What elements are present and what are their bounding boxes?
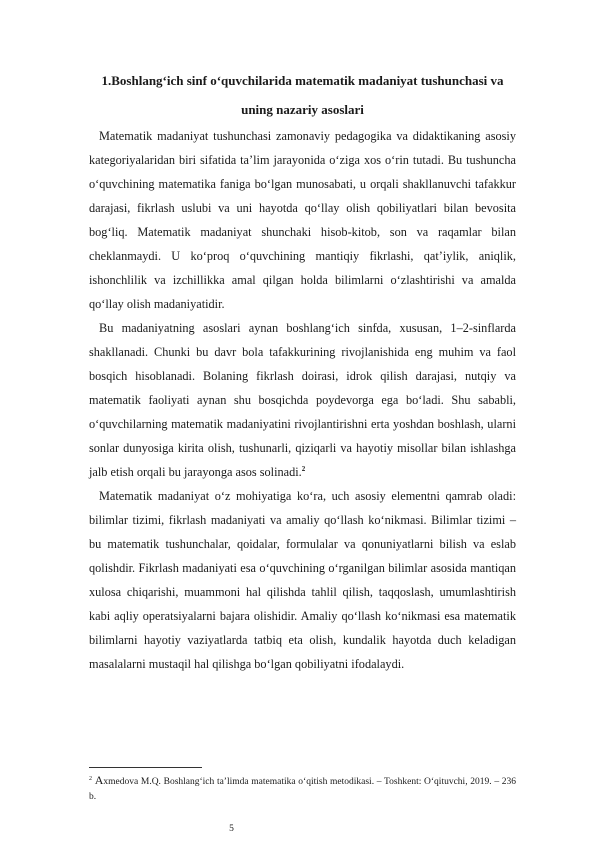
section-heading-line-1: 1.Boshlang‘ich sinf o‘quvchilarida matematik madaniyat tushunchasi va: [101, 73, 504, 88]
footnote-marker: 2: [89, 776, 92, 782]
footnote: [89, 773, 516, 805]
paragraph-1: [89, 124, 516, 316]
paragraph-3: [89, 484, 516, 676]
footnote-text: xmedova M.Q. Boshlang‘ich ta’limda matematika o‘qitish metodikasi. – Toshkent: O‘qituvchi, 2019. – 236 b.: [89, 777, 516, 802]
footnote-separator: [89, 767, 202, 768]
paragraph-3-text: Matematik madaniyat o‘z mohiyatiga ko‘ra, uch asosiy elementni qamrab oladi: bilimlar tizimi, fikrlash madaniyati va amaliy qo‘llash ko‘nikmasi. Bilimlar tizimi – bu matematik tushunchalar, qoidalar, formulalar va qonuniyatlarni bilish va eslab qolishdir. Fikrlash madaniyati esa o‘quvchining o‘rganilgan bilimlar asosida mantiqan xulosa chiqarishi, muammoni hal qilishda tahlil qilish, taqqoslash, umumlashtirish kabi aqliy operatsiyalarni bajara olishidir. Amaliy qo‘llash ko‘nikmasi esa matematik bilimlarni hayotiy vaziyatlarda tatbiq eta olish, kundalik hayotda duch keladigan masalalarni mustaqil hal qilishga bo‘lgan qobiliyatni ifodalaydi.: [89, 489, 516, 671]
section-heading-line-2: uning nazariy asoslari: [241, 102, 364, 117]
page-number: 5: [229, 824, 234, 834]
footnote-initial: A: [94, 773, 104, 787]
page-body: [89, 66, 516, 676]
paragraph-2-text: Bu madaniyatning asoslari aynan boshlang‘ich sinfda, xususan, 1–2-sinflarda shakllanadi. Chunki bu davr bola tafakkurining rivojlanishida eng muhim va faol bosqich hisoblanadi. Bolaning fikrlash doirasi, idrok qilish darajasi, nutqiy va matematik faoliyati aynan shu bosqichda poydevorga ega bo‘ladi. Shu sababli, o‘quvchilarning matematik madaniyatini rivojlantirishni erta yoshdan boshlash, ularni sonlar dunyosiga kirita olish, tushunarli, qiziqarli va hayotiy misollar bilan ishlashga jalb etish orqali bu jarayonga asos solinadi.: [89, 321, 516, 479]
paragraph-2: [89, 316, 516, 484]
paragraph-1-text: Matematik madaniyat tushunchasi zamonaviy pedagogika va didaktikaning asosiy kategoriyalaridan biri sifatida ta’lim jarayonida o‘ziga xos o‘rin tutadi. Bu tushuncha o‘quvchining matematika faniga bo‘lgan munosabati, u orqali shakllanuvchi tafakkur darajasi, fikrlash uslubi va uni hayotda qo‘llay olish qobiliyatlari bilan bevosita bog‘liq. Matematik madaniyat shunchaki hisob-kitob, son va raqamlar bilan cheklanmaydi. U ko‘proq o‘quvchining mantiqiy fikrlashi, qat’iylik, aniqlik, ishonchlilik va izchillikka amal qilgan holda bilimlarni o‘zlashtirishi va amalda qo‘llay olish madaniyatidir.: [89, 129, 516, 311]
section-heading: [89, 66, 516, 124]
footnote-reference[interactable]: 2: [301, 465, 306, 473]
